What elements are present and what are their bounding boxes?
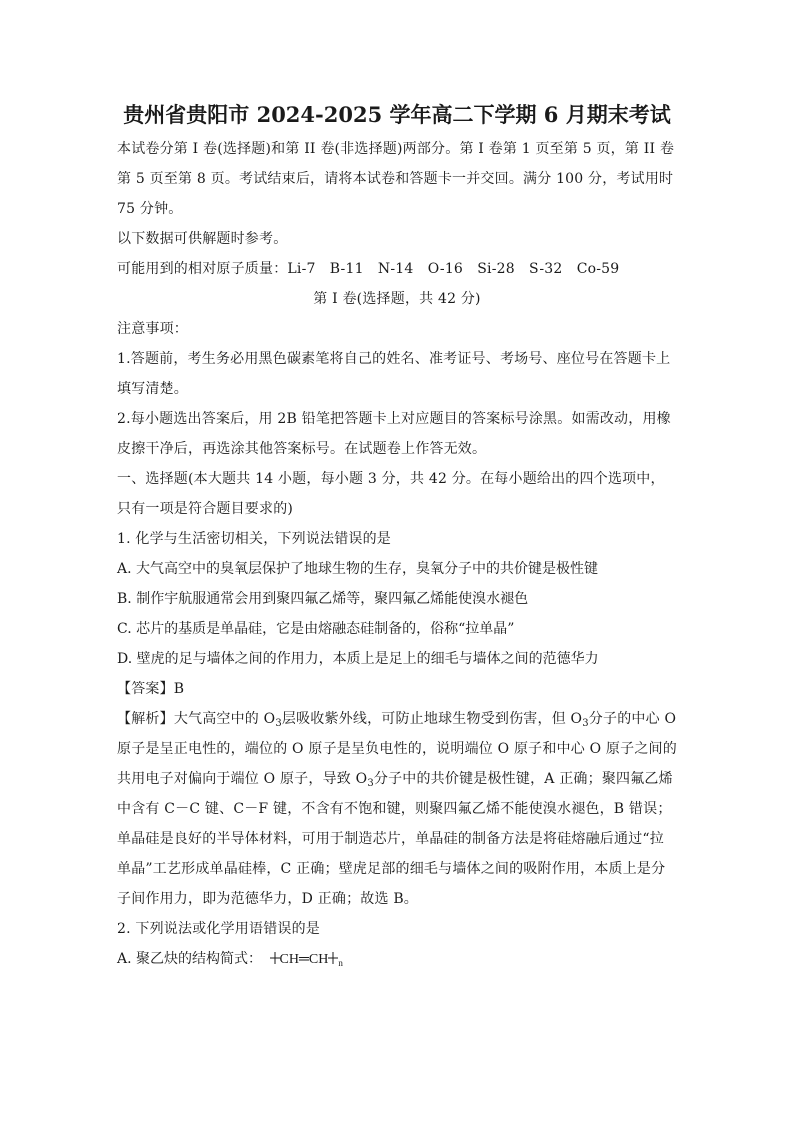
polyacetylene-unit: CH═CH <box>279 952 329 967</box>
q2-stem: 2. 下列说法或化学用语错误的是 <box>117 921 321 937</box>
analysis-text-3: 分子的中心 O 原子是呈正电性的，端位的 O 原子是呈负电性的，说明端位 O 原子和中心 O 原子之间的共用电子对偏向于端位 O 原子，导致 O <box>117 711 677 787</box>
analysis-text-4: 分子中的共价键是极性键，A 正确；聚四氟乙烯中含有 C－C 键、C－F 键，不含有不饱和键，则聚四氟乙烯不能使溴水褪色，B 错误；单晶硅是良好的半导体材料，可用于制造芯片，单晶硅的制备方法是将硅熔融后通过“拉单晶”工艺形成单晶硅棒，C 正确；壁虎足部的细毛与墙体之间的吸附作用，本质上是分子间作用力，即为范德华力，D 正确；故选 B。 <box>117 771 673 907</box>
q1-analysis <box>117 704 677 914</box>
note-1: 1.答题前，考生务必用黑色碳素笔将自己的姓名、准考证号、考场号、座位号在答题卡上填写清楚。 <box>117 351 671 397</box>
polyacetylene-formula <box>266 952 343 967</box>
q1-stem: 1. 化学与生活密切相关，下列说法错误的是 <box>117 531 392 547</box>
intro-reference-note: 以下数据可供解题时参考。 <box>117 231 288 247</box>
analysis-label: 【解析】 <box>117 711 174 727</box>
note-2: 2.每小题选出答案后，用 2B 铅笔把答题卡上对应题目的答案标号涂黑。如需改动，用橡皮擦干净后，再选涂其他答案标号。在试题卷上作答无效。 <box>117 411 671 457</box>
bracket-right-icon <box>328 951 338 965</box>
notes-heading: 注意事项： <box>117 321 188 337</box>
q1-answer: 【答案】B <box>117 681 185 697</box>
ozone-subscript-2: 3 <box>582 718 589 729</box>
q2-option-a-label: A. 聚乙炔的结构简式： <box>117 951 263 967</box>
part1-heading: 一、选择题(本大题共 14 小题，每小题 3 分，共 42 分。在每小题给出的四个选项中，只有一项是符合题目要求的) <box>117 471 665 517</box>
document-page <box>117 100 677 978</box>
analysis-text-1: 大气高空中的 O <box>173 711 276 727</box>
page-title: 贵州省贵阳市 2024-2025 学年高二下学期 6 月期末考试 <box>123 102 671 127</box>
atomic-mass-line: 可能用到的相对原子质量：Li-7 B-11 N-14 O-16 Si-28 S-32 Co-59 <box>117 261 620 277</box>
polymer-n-subscript: n <box>338 958 343 968</box>
analysis-text-2: 层吸收紫外线，可防止地球生物受到伤害，但 O <box>281 711 583 727</box>
intro-paragraph: 本试卷分第 I 卷(选择题)和第 II 卷(非选择题)两部分。第 I 卷第 1 页至第 5 页，第 II 卷第 5 页至第 8 页。考试结束后，请将本试卷和答题卡一并交回。满分 100 分，考试用时 75 分钟。 <box>117 141 675 217</box>
q1-option-b: B. 制作宇航服通常会用到聚四氟乙烯等，聚四氟乙烯能使溴水褪色 <box>117 591 529 607</box>
bracket-left-icon <box>270 951 280 965</box>
q1-option-a: A. 大气高空中的臭氧层保护了地球生物的生存，臭氧分子中的共价键是极性键 <box>117 561 599 577</box>
q1-option-c: C. 芯片的基质是单晶硅，它是由熔融态硅制备的，俗称“拉单晶” <box>117 621 515 637</box>
ozone-subscript-3: 3 <box>367 778 374 789</box>
section-title: 第 I 卷(选择题，共 42 分) <box>313 291 481 307</box>
ozone-subscript-1: 3 <box>275 718 282 729</box>
q2-option-a <box>117 944 677 978</box>
q1-option-d: D. 壁虎的足与墙体之间的作用力，本质上是足上的细毛与墙体之间的范德华力 <box>117 651 599 667</box>
